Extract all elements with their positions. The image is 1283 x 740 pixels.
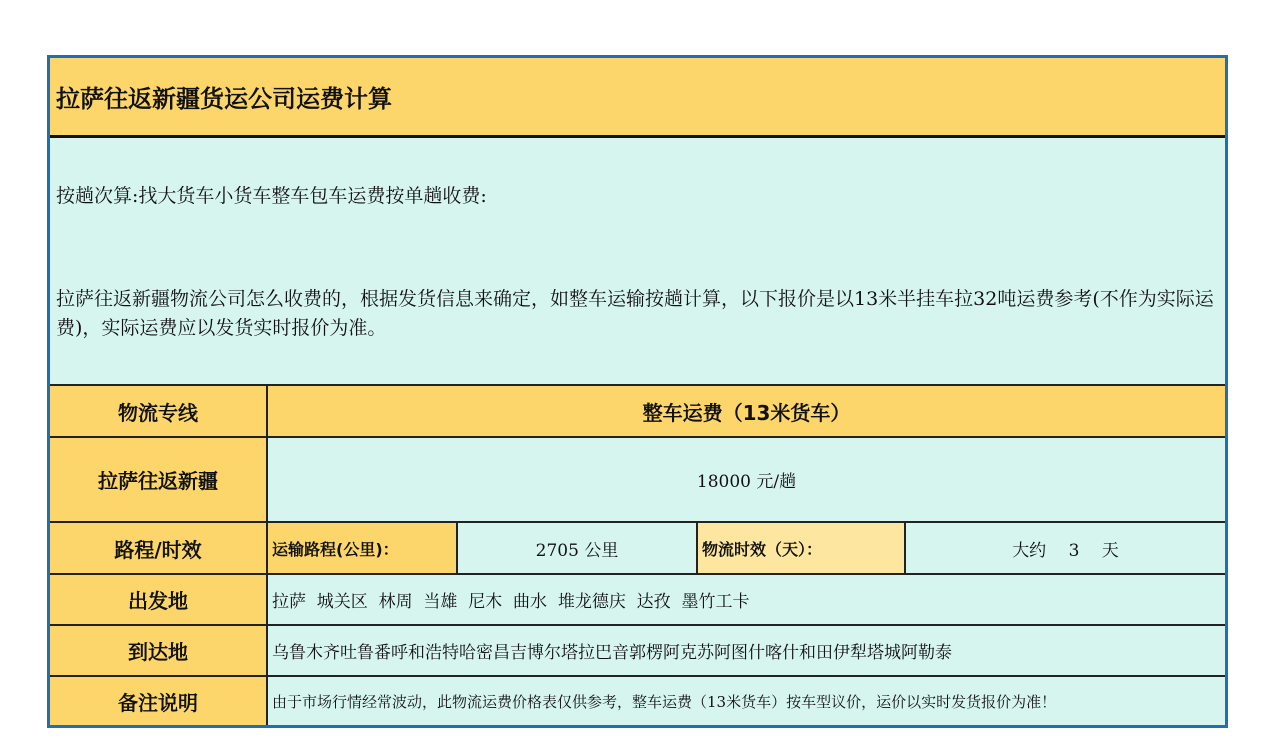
transit-time-label: 物流时效（天）： [698,523,906,573]
distance-time-label: 路程/时效 [50,523,268,573]
freight-rate-sheet [47,55,1228,728]
intro-section [50,138,1225,386]
route-name: 拉萨往返新疆 [50,438,268,521]
intro-line-2: 拉萨往返新疆物流公司怎么收费的，根据发货信息来确定，如整车运输按趟计算，以下报价是以13米半挂车拉32吨运费参考(不作为实际运费)，实际运费应以发货实时报价为准。 [56,288,1214,339]
destination-label: 到达地 [50,626,268,675]
sheet-title: 拉萨往返新疆货运公司运费计算 [50,58,1225,138]
table-header-row [50,386,1225,438]
distance-value: 2705 公里 [458,523,698,573]
route-price-row [50,438,1225,523]
intro-line-1: 按趟次算:找大货车小货车整车包车运费按单趟收费: [56,185,487,207]
origin-label: 出发地 [50,575,268,624]
remark-label: 备注说明 [50,677,268,725]
rate-header-label: 整车运费（13米货车） [268,386,1225,436]
remark-row [50,677,1225,725]
route-price: 18000 元/趟 [696,472,797,492]
destination-value: 乌鲁木齐吐鲁番呼和浩特哈密昌吉博尔塔拉巴音郭楞阿克苏阿图什喀什和田伊犁塔城阿勒泰 [272,643,952,663]
origin-row [50,575,1225,626]
origin-value: 拉萨 城关区 林周 当雄 尼木 曲水 堆龙德庆 达孜 墨竹工卡 [272,592,750,612]
distance-time-row [50,523,1225,575]
distance-label: 运输路程(公里)： [268,523,458,573]
destination-row [50,626,1225,677]
route-header-label: 物流专线 [50,386,268,436]
transit-time-value: 大约 3 天 [1012,540,1119,561]
remark-value: 由于市场行情经常波动，此物流运费价格表仅供参考，整车运费（13米货车）按车型议价，运价以实时发货报价为准！ [272,692,1057,711]
